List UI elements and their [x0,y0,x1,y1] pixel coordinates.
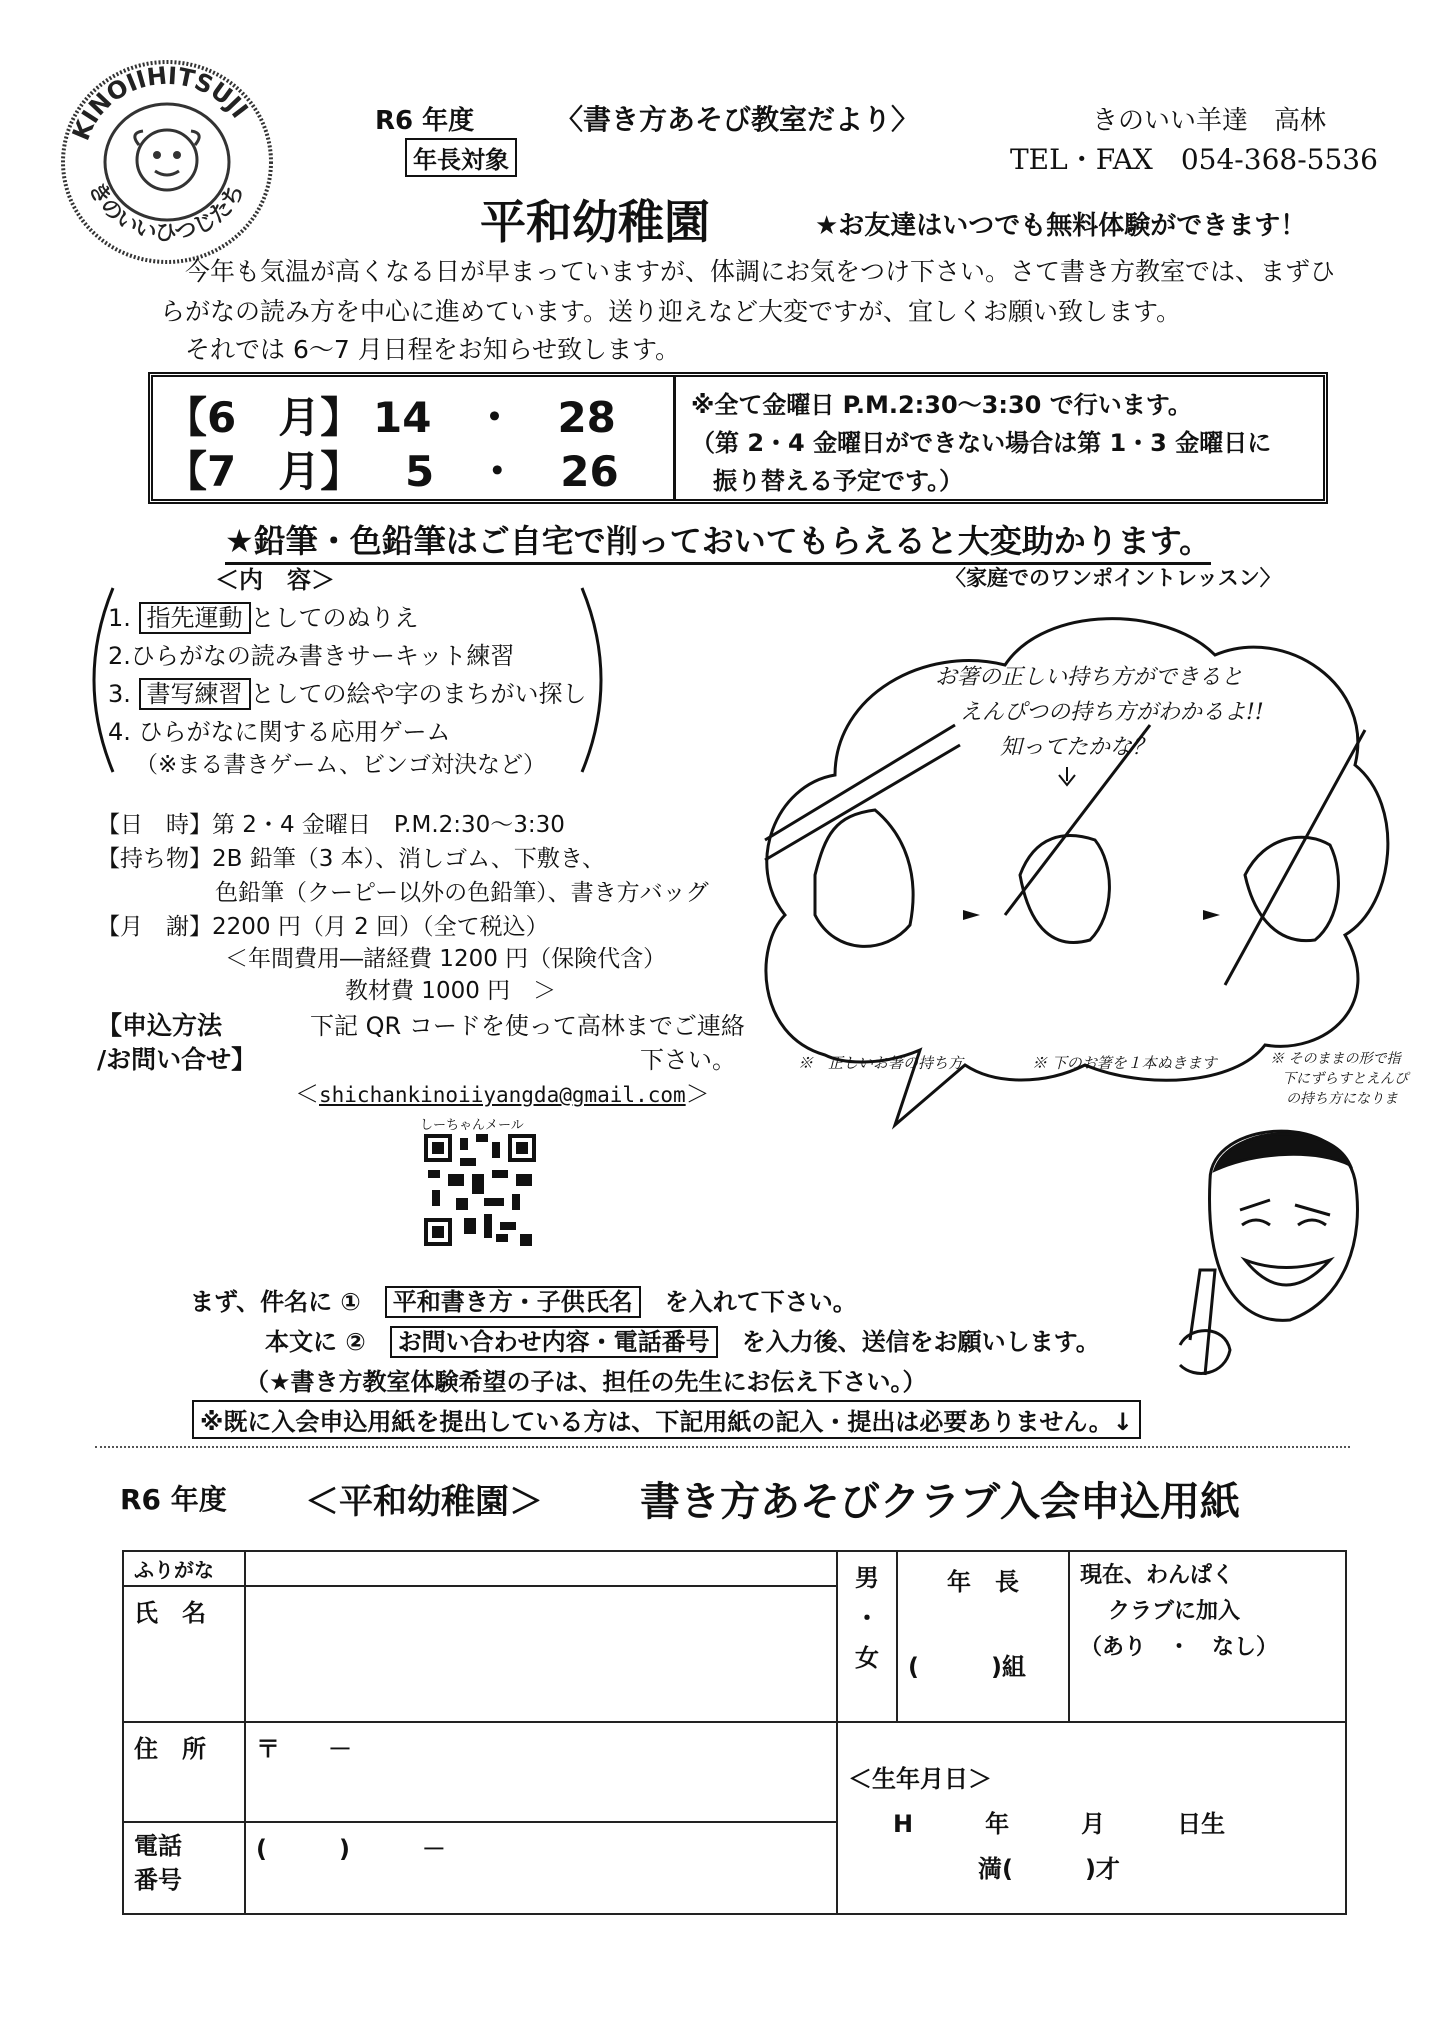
lesson-caption-4: 下にずらすとえんぴ [1282,1071,1408,1087]
grade-cell[interactable]: 年 長 ( )組 [897,1551,1069,1722]
email-link[interactable]: ＜shichankinoiiyangda@gmail.com＞ [295,1080,710,1108]
instruction-line-1: まず、件名に ① 平和書き方・子供氏名 を入れて下さい。 [190,1288,857,1316]
detail-datetime: 【日 時】第 2・4 金曜日 P.M.2:30～3:30 [97,812,565,838]
qr-code[interactable] [424,1134,536,1246]
dates-june: 14 ・ 28 [373,393,616,442]
detail-fee: 【月 謝】2200 円（月 2 回）（全て税込） [97,914,549,940]
content-sub-note: （※まる書きゲーム、ビンゴ対決など） [135,752,546,778]
name-field[interactable] [245,1586,837,1722]
schedule-note-3: 振り替える予定です。） [713,467,964,495]
detail-items-1: 【持ち物】2B 鉛筆（3 本）、消しゴム、下敷き、 [97,846,605,872]
gender-cell[interactable]: 男 ・ 女 [837,1551,897,1722]
schedule-box [148,372,1328,504]
phone-label: 電話 番号 [123,1822,245,1914]
pencil-notice: ★鉛筆・色鉛筆はご自宅で削っておいてもらえると大変助かります。 [225,516,1211,565]
free-trial-note: ★お友達はいつでも無料体験ができます！ [815,211,1307,241]
phone-field[interactable]: ( ) － [245,1822,837,1914]
instruction-line-3: （★書き方教室体験希望の子は、担任の先生にお伝え下さい。） [245,1368,927,1396]
intro-line-2: らがなの読み方を中心に進めています。送り迎えなど大変ですが、宜しくお願い致します。 [160,297,1182,326]
already-submitted-notice: ※既に入会申込用紙を提出している方は、下記用紙の記入・提出は必要ありません。↓ [192,1400,1141,1439]
bubble-line-2: えんぴつの持ち方がわかるよ!! [960,700,1264,725]
dates-july: 5 ・ 26 [405,447,619,496]
apply-label-1: 【申込方法 [97,1011,223,1040]
furigana-field[interactable] [245,1551,837,1586]
schedule-note-1: ※全て金曜日 P.M.2:30～3:30 で行います。 [691,391,1192,419]
furigana-label: ふりがな [123,1551,245,1586]
detail-annual-1: ＜年間費用―諸経費 1200 円（保険代含） [225,946,667,972]
intro-line-3: それでは 6～7 月日程をお知らせ致します。 [185,335,680,364]
name-label: 氏 名 [123,1586,245,1722]
schedule-note-2: （第 2・4 金曜日ができない場合は第 1・3 金曜日に [691,429,1272,457]
birthdate-cell[interactable]: ＜生年月日＞ H 年 月 日生 満( )才 [837,1722,1346,1914]
header-org: きのいい羊達 高林 [1092,106,1327,136]
content-item-1: 1. 指先運動 としてのぬりえ [108,604,419,632]
detail-annual-2: 教材費 1000 円 ＞ [345,978,557,1004]
wanpaku-cell[interactable]: 現在、わんぱく クラブに加入 （あり ・ なし） [1069,1551,1346,1722]
qr-code-block [392,1114,570,1264]
intro-line-1: 今年も気温が高くなる日が早まっていますが、体調にお気をつけ下さい。さて書き方教室では、まずひ [185,257,1336,286]
address-label: 住 所 [123,1722,245,1822]
form-school: ＜平和幼稚園＞ [305,1482,543,1522]
teacher-illustration [1170,1110,1370,1395]
qr-caption: しーちゃんメール [420,1118,524,1133]
lesson-caption-2: ※ 下のお箸を１本ぬきます [1032,1054,1217,1072]
header-title: 〈書き方あそび教室だより〉 [555,103,920,136]
apply-text-1: 下記 QR コードを使って高林までご連絡 [310,1012,745,1040]
form-year: R6 年度 [120,1483,227,1516]
lesson-title: 〈家庭でのワンポイントレッスン〉 [945,566,1281,590]
target-badge: 年長対象 [405,138,517,177]
application-form [122,1550,1347,1915]
kinoiihitsuji-stamp [55,55,280,270]
content-item-2: 2.ひらがなの読み書きサーキット練習 [108,642,515,670]
instruction-line-2: 本文に ② お問い合わせ内容・電話番号 を入力後、送信をお願いします。 [265,1328,1100,1356]
school-name: 平和幼稚園 [480,195,710,249]
apply-label-2: /お問い合せ】 [97,1045,257,1074]
contents-heading: ＜内 容＞ [215,566,335,594]
detail-items-2: 色鉛筆（クーピー以外の色鉛筆）、書き方バッグ [215,880,709,906]
bubble-line-3: 知ってたかな？ [1000,735,1155,760]
stamp-ring-bottom: きのいいひつじたち [83,178,250,247]
apply-text-2: 下さい。 [640,1046,736,1074]
form-title: 書き方あそびクラブ入会申込用紙 [640,1479,1240,1525]
cut-line [95,1446,1350,1448]
lesson-caption-3: ※ そのままの形で指 [1270,1051,1401,1067]
month-june: 【6 月】 [165,393,363,442]
lesson-caption-5: の持ち方になりま [1286,1091,1398,1107]
header-tel: TEL・FAX 054-368-5536 [1010,143,1378,176]
bubble-line-1: お箸の正しい持ち方ができると [935,665,1244,690]
content-item-4: 4. ひらがなに関する応用ゲーム [108,718,451,746]
month-july: 【7 月】 [165,447,363,496]
svg-text:きのいいひつじたち [83,178,250,246]
content-item-3: 3. 書写練習 としての絵や字のまちがい探し [108,680,587,708]
lesson-caption-1: ※ 正しいお箸の持ち方 [798,1054,964,1072]
stamp-ring-top: KINOIIHITSUJI [66,61,254,145]
header-year: R6 年度 [375,106,475,136]
address-field[interactable]: 〒 － [245,1722,837,1822]
